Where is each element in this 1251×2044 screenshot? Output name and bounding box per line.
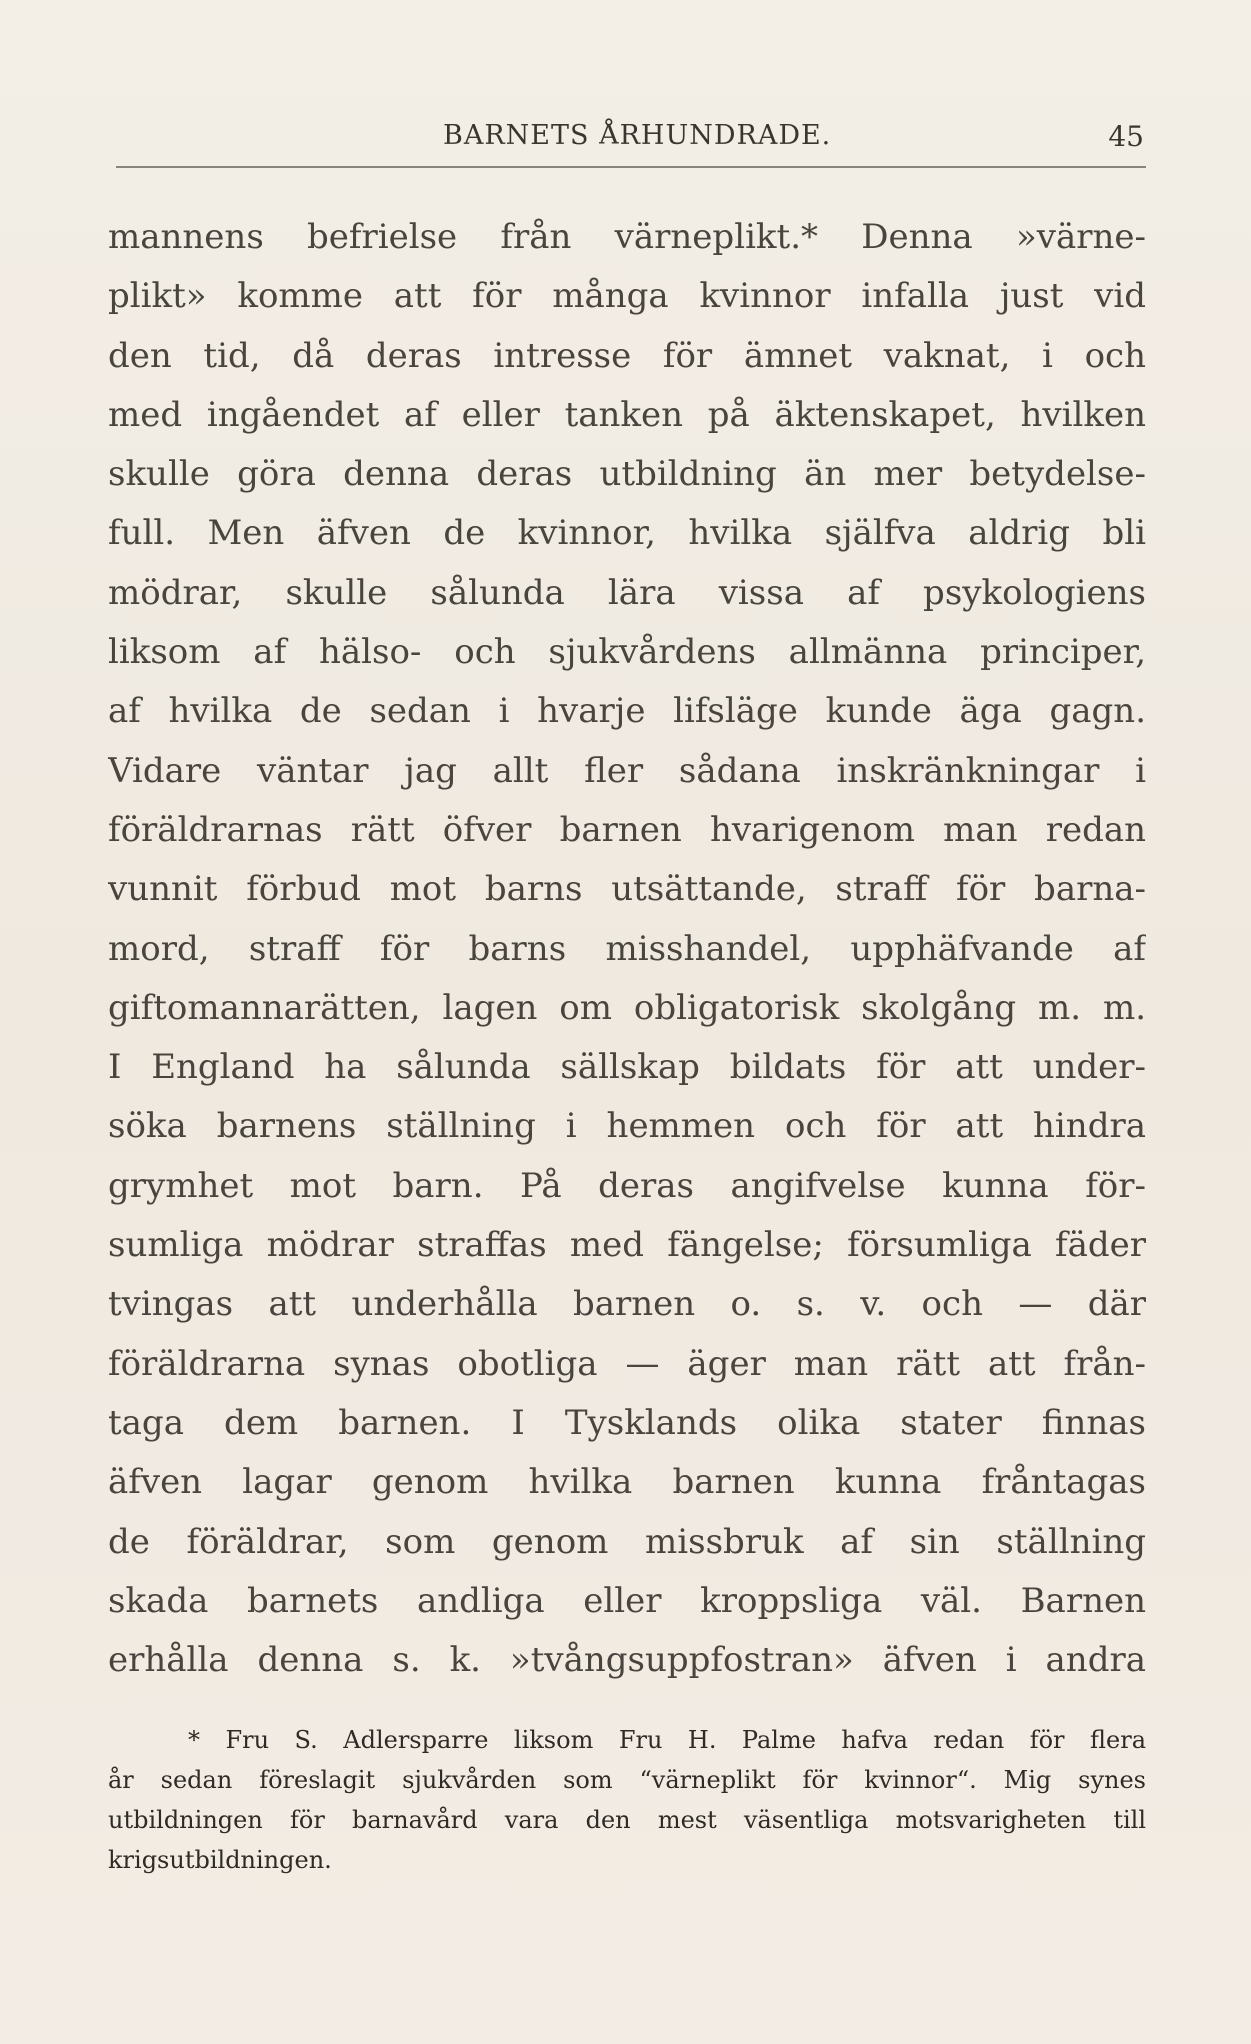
text-line: mödrar, skulle sålunda lära vissa af psykologiens — [108, 572, 1146, 613]
text-line: skulle göra denna deras utbildning än mer betydelse- — [108, 454, 1146, 495]
text-line: vunnit förbud mot barns utsättande, straff för barna- — [108, 869, 1146, 910]
body-text — [108, 208, 1146, 1690]
text-line: plikt» komme att för många kvinnor infalla just vid — [108, 276, 1146, 317]
text-line: tvingas att underhålla barnen o. s. v. och — där — [108, 1284, 1146, 1325]
text-line: grymhet mot barn. På deras angifvelse kunna för- — [108, 1165, 1146, 1206]
text-line: full. Men äfven de kvinnor, hvilka själfva aldrig bli — [108, 513, 1146, 554]
page-number: 45 — [1108, 120, 1144, 153]
text-line: de föräldrar, som genom missbruk af sin ställning — [108, 1521, 1146, 1562]
text-line: I England ha sålunda sällskap bildats för att under- — [108, 1047, 1146, 1088]
footnote-line: år sedan föreslagit sjukvården som “värneplikt för kvinnor“. Mig synes — [108, 1766, 1146, 1794]
text-line: sumliga mödrar straffas med fängelse; försumliga fäder — [108, 1225, 1146, 1266]
text-line: taga dem barnen. I Tysklands olika stater finnas — [108, 1402, 1146, 1443]
text-line: söka barnens ställning i hemmen och för att hindra — [108, 1106, 1146, 1147]
footnote-line: * Fru S. Adlersparre liksom Fru H. Palme hafva redan för flera — [188, 1726, 1146, 1754]
text-line: äfven lagar genom hvilka barnen kunna fråntagas — [108, 1462, 1146, 1503]
text-line: giftomannarätten, lagen om obligatorisk skolgång m. m. — [108, 987, 1146, 1028]
text-line: mannens befrielse från värneplikt.* Denna »värne- — [108, 217, 1146, 257]
text-line: liksom af hälso- och sjukvårdens allmänna principer, — [108, 632, 1146, 673]
text-line: erhålla denna s. k. »tvångsuppfostran» äfven i andra — [108, 1640, 1146, 1681]
text-line: föräldrarna synas obotliga — äger man rätt att från- — [108, 1343, 1146, 1384]
text-line: den tid, då deras intresse för ämnet vaknat, i och — [108, 335, 1146, 376]
running-head — [108, 112, 1148, 162]
text-line: mord, straff för barns misshandel, upphäfvande af — [108, 928, 1146, 969]
text-line: af hvilka de sedan i hvarje lifsläge kunde äga gagn. — [108, 691, 1146, 732]
header-rule — [116, 166, 1146, 169]
text-line: Vidare väntar jag allt fler sådana inskränkningar i — [108, 750, 1146, 791]
text-line: föräldrarnas rätt öfver barnen hvarigenom man redan — [108, 809, 1146, 850]
footnote — [108, 1720, 1146, 1880]
footnote-line: utbildningen för barnavård vara den mest väsentliga motsvarigheten till — [108, 1806, 1146, 1834]
footnote-line: krigsutbildningen. — [108, 1846, 332, 1874]
running-title: BARNETS ÅRHUNDRADE. — [443, 120, 832, 151]
text-line: skada barnets andliga eller kroppsliga väl. Barnen — [108, 1580, 1146, 1621]
text-line: med ingåendet af eller tanken på äktenskapet, hvilken — [108, 394, 1146, 435]
